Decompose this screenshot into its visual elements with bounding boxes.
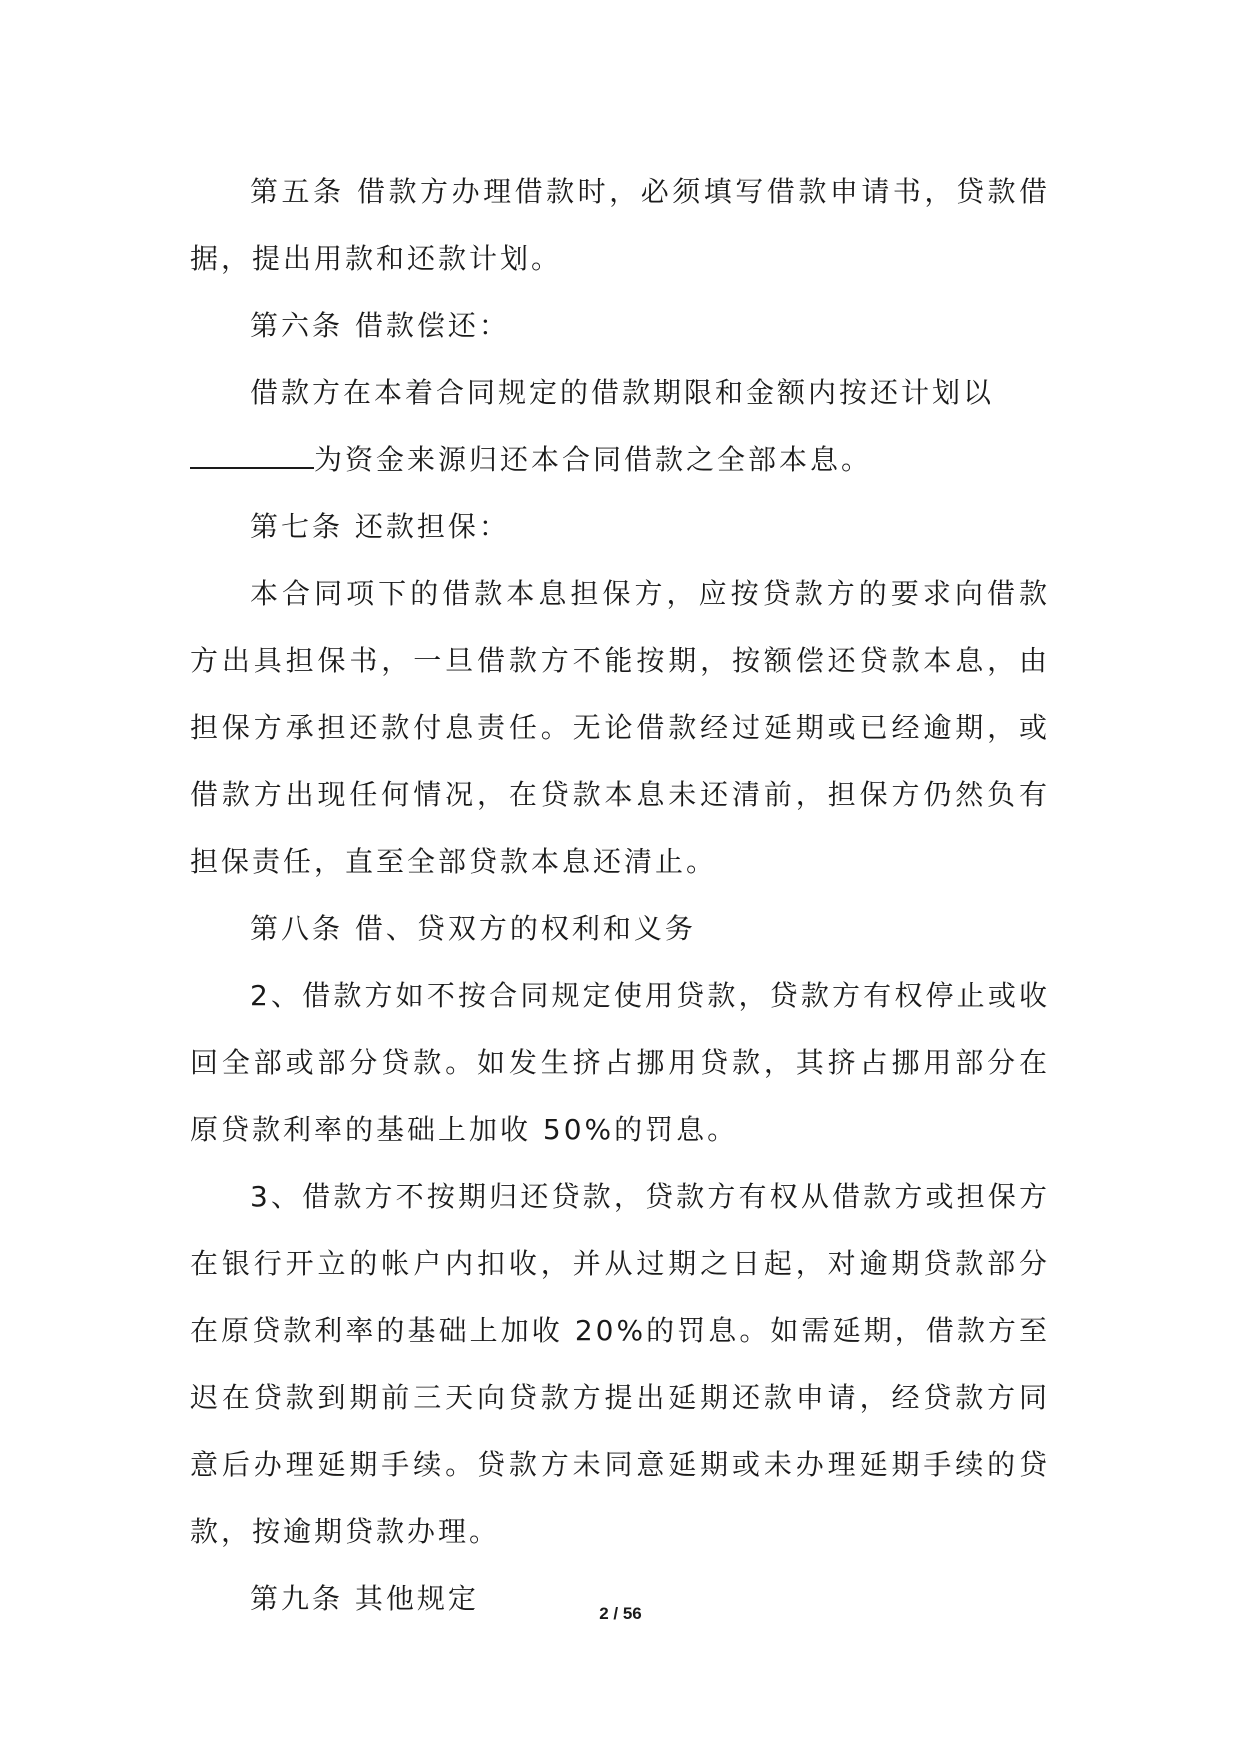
paragraph-repayment-line-1: 借款方在本着合同规定的借款期限和金额内按还计划以 (250, 376, 995, 409)
heading-article-7: 第七条 还款担保： (250, 510, 510, 543)
page-number: 2 / 56 (599, 1604, 642, 1623)
paragraph-article-5: 第五条 借款方办理借款时，必须填写借款申请书，贷款借据，提出用款和还款计划。 (190, 175, 1050, 275)
paragraph-clause-3: 3、借款方不按期归还贷款，贷款方有权从借款方或担保方在银行开立的帐户内扣收，并从过期之日起，对逾期贷款部分在原贷款利率的基础上加收 20%的罚息。如需延期，借款方至迟在贷款到期前三天向贷款方提出延期还款申请，经贷款方同意后办理延期手续。贷款方未同意延期或未办理延期手续的贷款，按逾期贷款办理。 (190, 1180, 1050, 1548)
document-body (190, 158, 1050, 1632)
heading-article-9: 第九条 其他规定 (250, 1582, 479, 1615)
heading-article-6: 第六条 借款偿还： (250, 309, 510, 342)
paragraph-guarantee: 本合同项下的借款本息担保方，应按贷款方的要求向借款方出具担保书，一旦借款方不能按期，按额偿还贷款本息，由担保方承担还款付息责任。无论借款经过延期或已经逾期，或借款方出现任何情况，在贷款本息未还清前，担保方仍然负有担保责任，直至全部贷款本息还清止。 (190, 577, 1050, 878)
repayment-source-text: 为资金来源归还本合同借款之全部本息。 (314, 443, 873, 476)
paragraph-clause-2: 2、借款方如不按合同规定使用贷款，贷款方有权停止或收回全部或部分贷款。如发生挤占挪用贷款，其挤占挪用部分在原贷款利率的基础上加收 50%的罚息。 (190, 979, 1050, 1146)
blank-fill-line (190, 441, 314, 469)
paragraph-repayment-line-2 (190, 426, 1050, 493)
heading-article-8: 第八条 借、贷双方的权利和义务 (250, 912, 696, 945)
